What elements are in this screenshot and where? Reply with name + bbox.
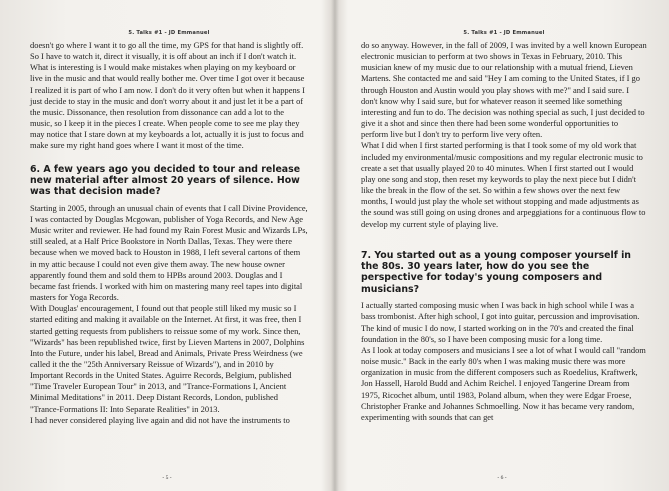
left-paragraph-2: Starting in 2005, through an unusual chain of events that I call Divine Providence, I was contacted by Douglas Mcgowan, publisher of Yoga Records, and New Age Music writer and reviewer. He had found my Rain Forest Music and Wizards LPs, still sealed, at a Half Price Bookstore in North Dallas, Texas. They were there because when we moved back to Houston in 1988, I left several cartons of them in my attic because I could not even give them away. The new house owner apparently found them and sold them to HPBs around 2003. Douglas and I became fast friends. I worked with him on mastering many reel tapes into digital masters for Yoga Records.	[30, 202, 308, 303]
left-paragraph-4: I had never considered playing live again and did not have the instruments to	[30, 414, 290, 425]
running-head-left: 5. Talks #1 - JD Emmanuel	[128, 30, 210, 36]
right-paragraph-1: do so anyway. However, in the fall of 2009, I was invited by a well known European electronic musician to perform at two shows in Texas in February, 2010. This musician knew of my music due to our relationship with a mutual friend, Lieven Martens. She contacted me and said "Hey I am coming to the United States, if I go through Houston and Austin would you play shows with me?" and I said sure. I don't know why I said sure, but for whatever reason it seemed like something interesting and fun to do. The decision was nothing special as such, I just decided to give it a shot and since then there had been some wonderful opportunities to perform live but I don't try to perform live very often.	[361, 40, 647, 140]
page-number-right: - 6 -	[497, 475, 507, 481]
question-7-heading: 7. You started out as a young composer yourself in the 80s. 30 years later, how do you see the perspective for today's young composers and musicians?	[361, 249, 631, 295]
left-paragraph-3: With Douglas' encouragement, I found out that people still liked my music so I started editing and making it available on the Internet. At first, it was free, then I started getting requests from publishers to reissue some of my work. Since then, "Wizards" has been republished twice, first by Lieven Martens in 2007, Dolphins Into the Future, under his label, Bread and Animals, Private Press Weirdness (we called it the the "25th Anniversary Reissue of Wizards"), and in 2010 by Important Records in the United States. Aguirre Records, Belgium, published "Time Traveler European Tour" in 2013, and "Trance-Formations I, Ancient Minimal Meditations" in 2011. Deep Distant Records, London, published "Trance-Formations II: Into Separate Realities" in 2013.	[30, 303, 305, 414]
right-paragraph-3: I actually started composing music when I was back in high school while I was a bass trombonist. After high school, I got into guitar, percussion and improvisation. The kind of music I do now, I started working on in the 70's and created the final foundation in the 80's, so I have been composing music for a long time.	[361, 300, 640, 344]
left-page	[0, 0, 334, 491]
right-page	[335, 0, 669, 491]
left-paragraph-1: doesn't go where I want it to go all the time, my GPS for that hand is slightly off. So I have to watch it, direct it visually, it is off about an inch if I don't watch it. What is interesting is I would make mistakes when playing on my keyboard or live in the music and that would really bother me. Over time I got over it because I realized it is part of who I am now. I don't do it very often but when it happens I just decide to stay in the music and don't worry about it and just let it be a part of the music. Dissonance, then resolution from dissonance can add a lot to the music, so I keep it in the pieces I create. When people come to see me play they may notice that I stare down at my keyboards a lot, actually it is just to focus and make sure my right hand goes where I want it most of the time.	[30, 40, 305, 151]
page-number-left: - 5 -	[162, 475, 172, 481]
right-paragraph-4: As I look at today composers and musicians I see a lot of what I would call "random noise music." Back in the early 80's when I was making music there was more organization in music from the different composers such as Roedelius, Kraftwerk, Jon Hassell, Harold Budd and Achim Reichel. I enjoyed Tangerine Dream from 1975, Ricochet album, until 1983, Poland album, when they were Edgar Froese, Christopher Franke and Johannes Schmoelling. Now it has became very random, experimenting with sounds that can get	[361, 344, 646, 422]
right-body	[361, 40, 647, 423]
right-paragraph-2: What I did when I first started performing is that I took some of my old work that included my environmental/music compositions and my regular electronic music to create a set that usually played 20 to 40 minutes. When I first started out I would play one song and stop, then reset my keywords to play the next piece but I didn't like the break in the flow of the set. So within a few shows over the next few months, I would just play the whole set without stopping and made adjustments as the sound was still going on using drones and arpeggiations for a continuous flow to develop my current style of playing live.	[361, 140, 646, 229]
running-head-right: 5. Talks #1 - JD Emmanuel	[463, 30, 545, 36]
left-body	[30, 40, 308, 426]
question-6-heading: 6. A few years ago you decided to tour and release new material after almost 20 years of silence. How was that decision made?	[30, 163, 301, 198]
